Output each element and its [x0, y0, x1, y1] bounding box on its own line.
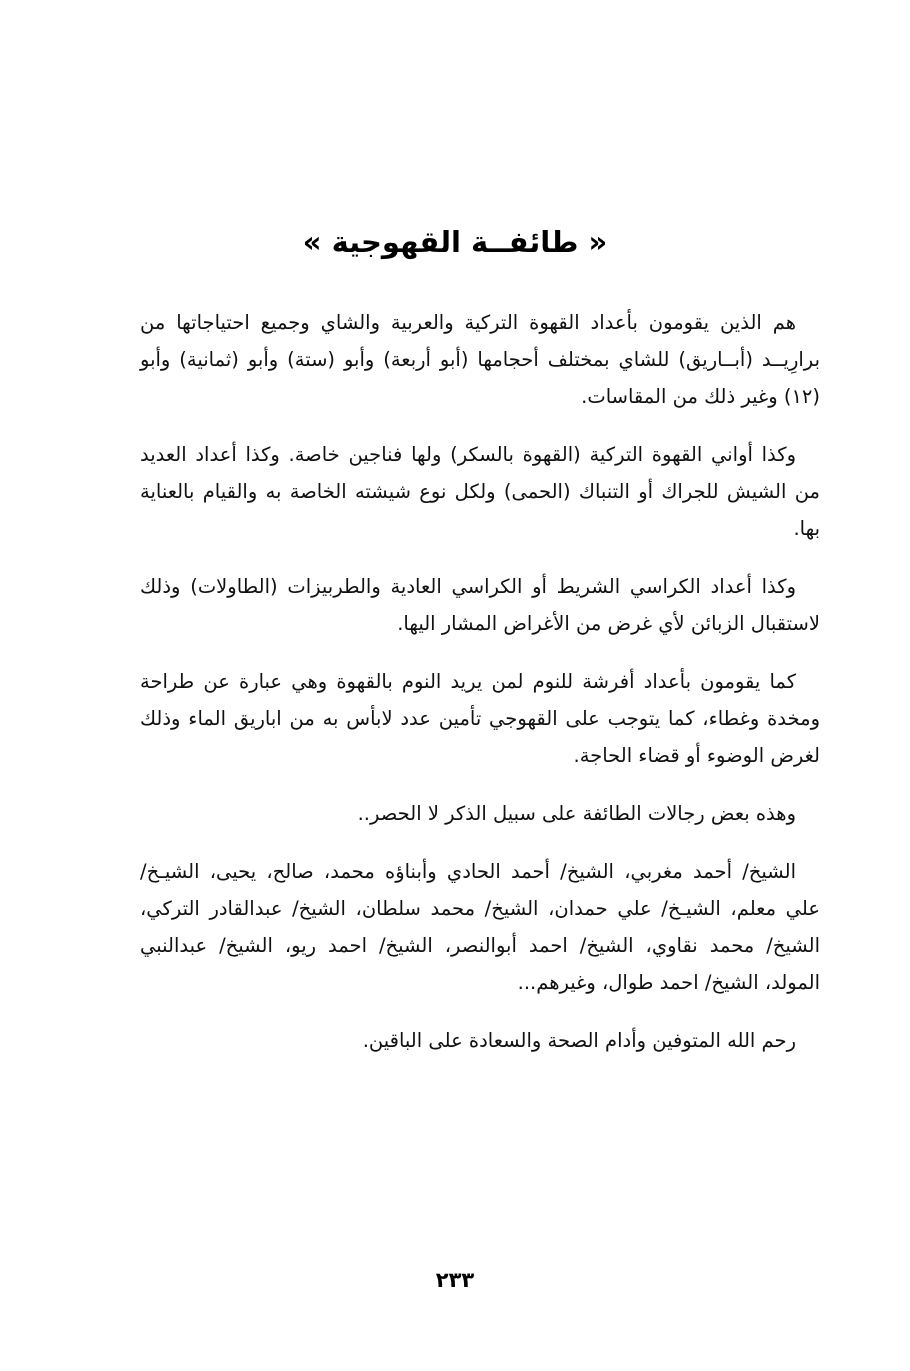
paragraph: كما يقومون بأعداد أفرشة للنوم لمن يريد النوم بالقهوة وهي عبارة عن طراحة ومخدة وغطاء، كما يتوجب على القهوجي تأمين عدد لابأس به من اباريق الماء وذلك لغرض الوضوء أو قضاء الحاجة.	[140, 670, 820, 767]
paragraph: الشيخ/ أحمد مغربي، الشيخ/ أحمد الحادي وأبناؤه محمد، صالح، يحيى، الشيـخ/ علي معلم، الشيـخ/ علي حمدان، الشيخ/ محمد سلطان، الشيخ/ عبدالقادر التركي، الشيخ/ محمد نقاوي، الشيخ/ احمد أبوالنصر، الشيخ/ احمد ريو، الشيخ/ عبدالنبي المولد، الشيخ/ احمد طوال، وغيرهم...	[140, 860, 820, 994]
paragraph: هم الذين يقومون بأعداد القهوة التركية والعربية والشاي وجميع احتياجاتها من برارِيــد (أبــاريق) للشاي بمختلف أحجامها (أبو أربعة) وأبو (ستة) وأبو (ثمانية) وأبو (١٢) وغير ذلك من المقاسات.	[140, 311, 820, 408]
body-text	[140, 304, 820, 1080]
chapter-title: « طائفــة القهوجية »	[302, 225, 608, 259]
paragraph: رحم الله المتوفين وأدام الصحة والسعادة على الباقين.	[362, 1029, 796, 1052]
paragraph: وهذه بعض رجالات الطائفة على سبيل الذكر لا الحصر..	[357, 802, 796, 825]
paragraph: وكذا أواني القهوة التركية (القهوة بالسكر) ولها فناجين خاصة. وكذا أعداد العديد من الشيش للجراك أو التنباك (الحمى) ولكل نوع شيشته الخاصة به والقيام بالعناية بها.	[140, 443, 820, 540]
paragraph: وكذا أعداد الكراسي الشريط أو الكراسي العادية والطربيزات (الطاولات) وذلك لاستقبال الزبائن لأي غرض من الأغراض المشار اليها.	[140, 575, 820, 635]
page-number: ٢٣٣	[435, 1268, 475, 1292]
